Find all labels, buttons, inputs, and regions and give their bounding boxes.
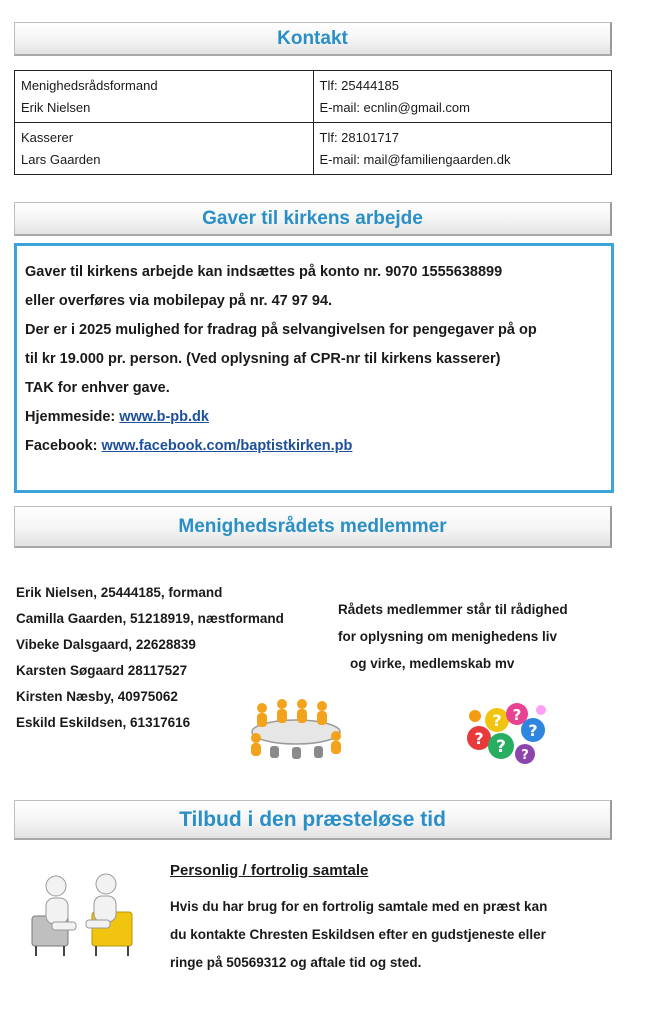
gaver-line: Gaver til kirkens arbejde kan indsættes på konto nr. 9070 1555638899 <box>25 264 503 280</box>
medlemmer-heading: Menighedsrådets medlemmer <box>14 506 612 548</box>
contact-phone: Tlf: 25444185 <box>319 78 400 93</box>
note-line: Rådets medlemmer står til rådighed <box>338 602 568 617</box>
contact-name: Erik Nielsen <box>21 100 91 115</box>
tilbud-heading: Tilbud i den præsteløse tid <box>14 800 612 840</box>
svg-text:?: ? <box>521 748 529 763</box>
contact-role: Kasserer <box>21 130 74 145</box>
members-note <box>338 596 608 677</box>
conversation-icon <box>22 868 140 958</box>
list-item: Kirsten Næsby, 40975062 <box>16 689 178 704</box>
homepage-row <box>25 403 603 432</box>
svg-text:?: ? <box>512 706 522 724</box>
facebook-row <box>25 432 603 461</box>
meeting-table-icon <box>240 690 352 760</box>
list-item: Eskild Eskildsen, 61317616 <box>16 715 191 730</box>
list-item: Camilla Gaarden, 51218919, næstformand <box>16 611 284 626</box>
tilbud-subtitle: Personlig / fortrolig samtale <box>170 862 369 879</box>
homepage-label: Hjemmeside: <box>25 409 120 425</box>
contact-role: Menighedsrådsformand <box>21 78 158 93</box>
tilbud-line: Hvis du har brug for en fortrolig samtale med en præst kan <box>170 899 548 914</box>
homepage-link[interactable]: www.b-pb.dk <box>119 409 209 425</box>
list-item: Erik Nielsen, 25444185, formand <box>16 585 223 600</box>
svg-text:?: ? <box>528 721 538 740</box>
gaver-line: Der er i 2025 mulighed for fradrag på selvangivelsen for pengegaver på op <box>25 322 537 338</box>
contact-info-cell <box>313 123 612 175</box>
list-item: Vibeke Dalsgaard, 22628839 <box>16 637 196 652</box>
tilbud-text <box>170 893 610 977</box>
list-item: Karsten Søgaard 28117527 <box>16 663 188 678</box>
gaver-line: TAK for enhver gave. <box>25 380 170 396</box>
svg-text:?: ? <box>474 729 484 748</box>
contact-phone: Tlf: 28101717 <box>319 130 400 145</box>
svg-text:?: ? <box>496 737 506 757</box>
facebook-label: Facebook: <box>25 438 102 454</box>
tilbud-line: du kontakte Chresten Eskildsen efter en gudstjeneste eller <box>170 927 546 942</box>
table-row <box>15 71 612 123</box>
gaver-line: eller overføres via mobilepay på nr. 47 97 94. <box>25 293 333 309</box>
table-row <box>15 123 612 175</box>
note-line: og virke, medlemskab mv <box>350 656 515 671</box>
contact-role-cell <box>15 71 314 123</box>
contact-email: E-mail: ecnlin@gmail.com <box>319 100 470 115</box>
facebook-link[interactable]: www.facebook.com/baptistkirken.pb <box>101 438 353 454</box>
contact-role-cell <box>15 123 314 175</box>
gaver-box <box>14 243 614 493</box>
contact-email: E-mail: mail@familiengaarden.dk <box>319 152 511 167</box>
gaver-heading: Gaver til kirkens arbejde <box>14 202 612 236</box>
kontakt-heading: Kontakt <box>14 22 612 56</box>
contact-info-cell <box>313 71 612 123</box>
tilbud-line: ringe på 50569312 og aftale tid og sted. <box>170 955 422 970</box>
gaver-line: til kr 19.000 pr. person. (Ved oplysning af CPR-nr til kirkens kasserer) <box>25 351 501 367</box>
question-marks-icon <box>463 698 549 768</box>
svg-text:?: ? <box>492 711 502 730</box>
note-line: for oplysning om menighedens liv <box>338 629 558 644</box>
contact-name: Lars Gaarden <box>21 152 101 167</box>
contact-table <box>14 70 612 175</box>
